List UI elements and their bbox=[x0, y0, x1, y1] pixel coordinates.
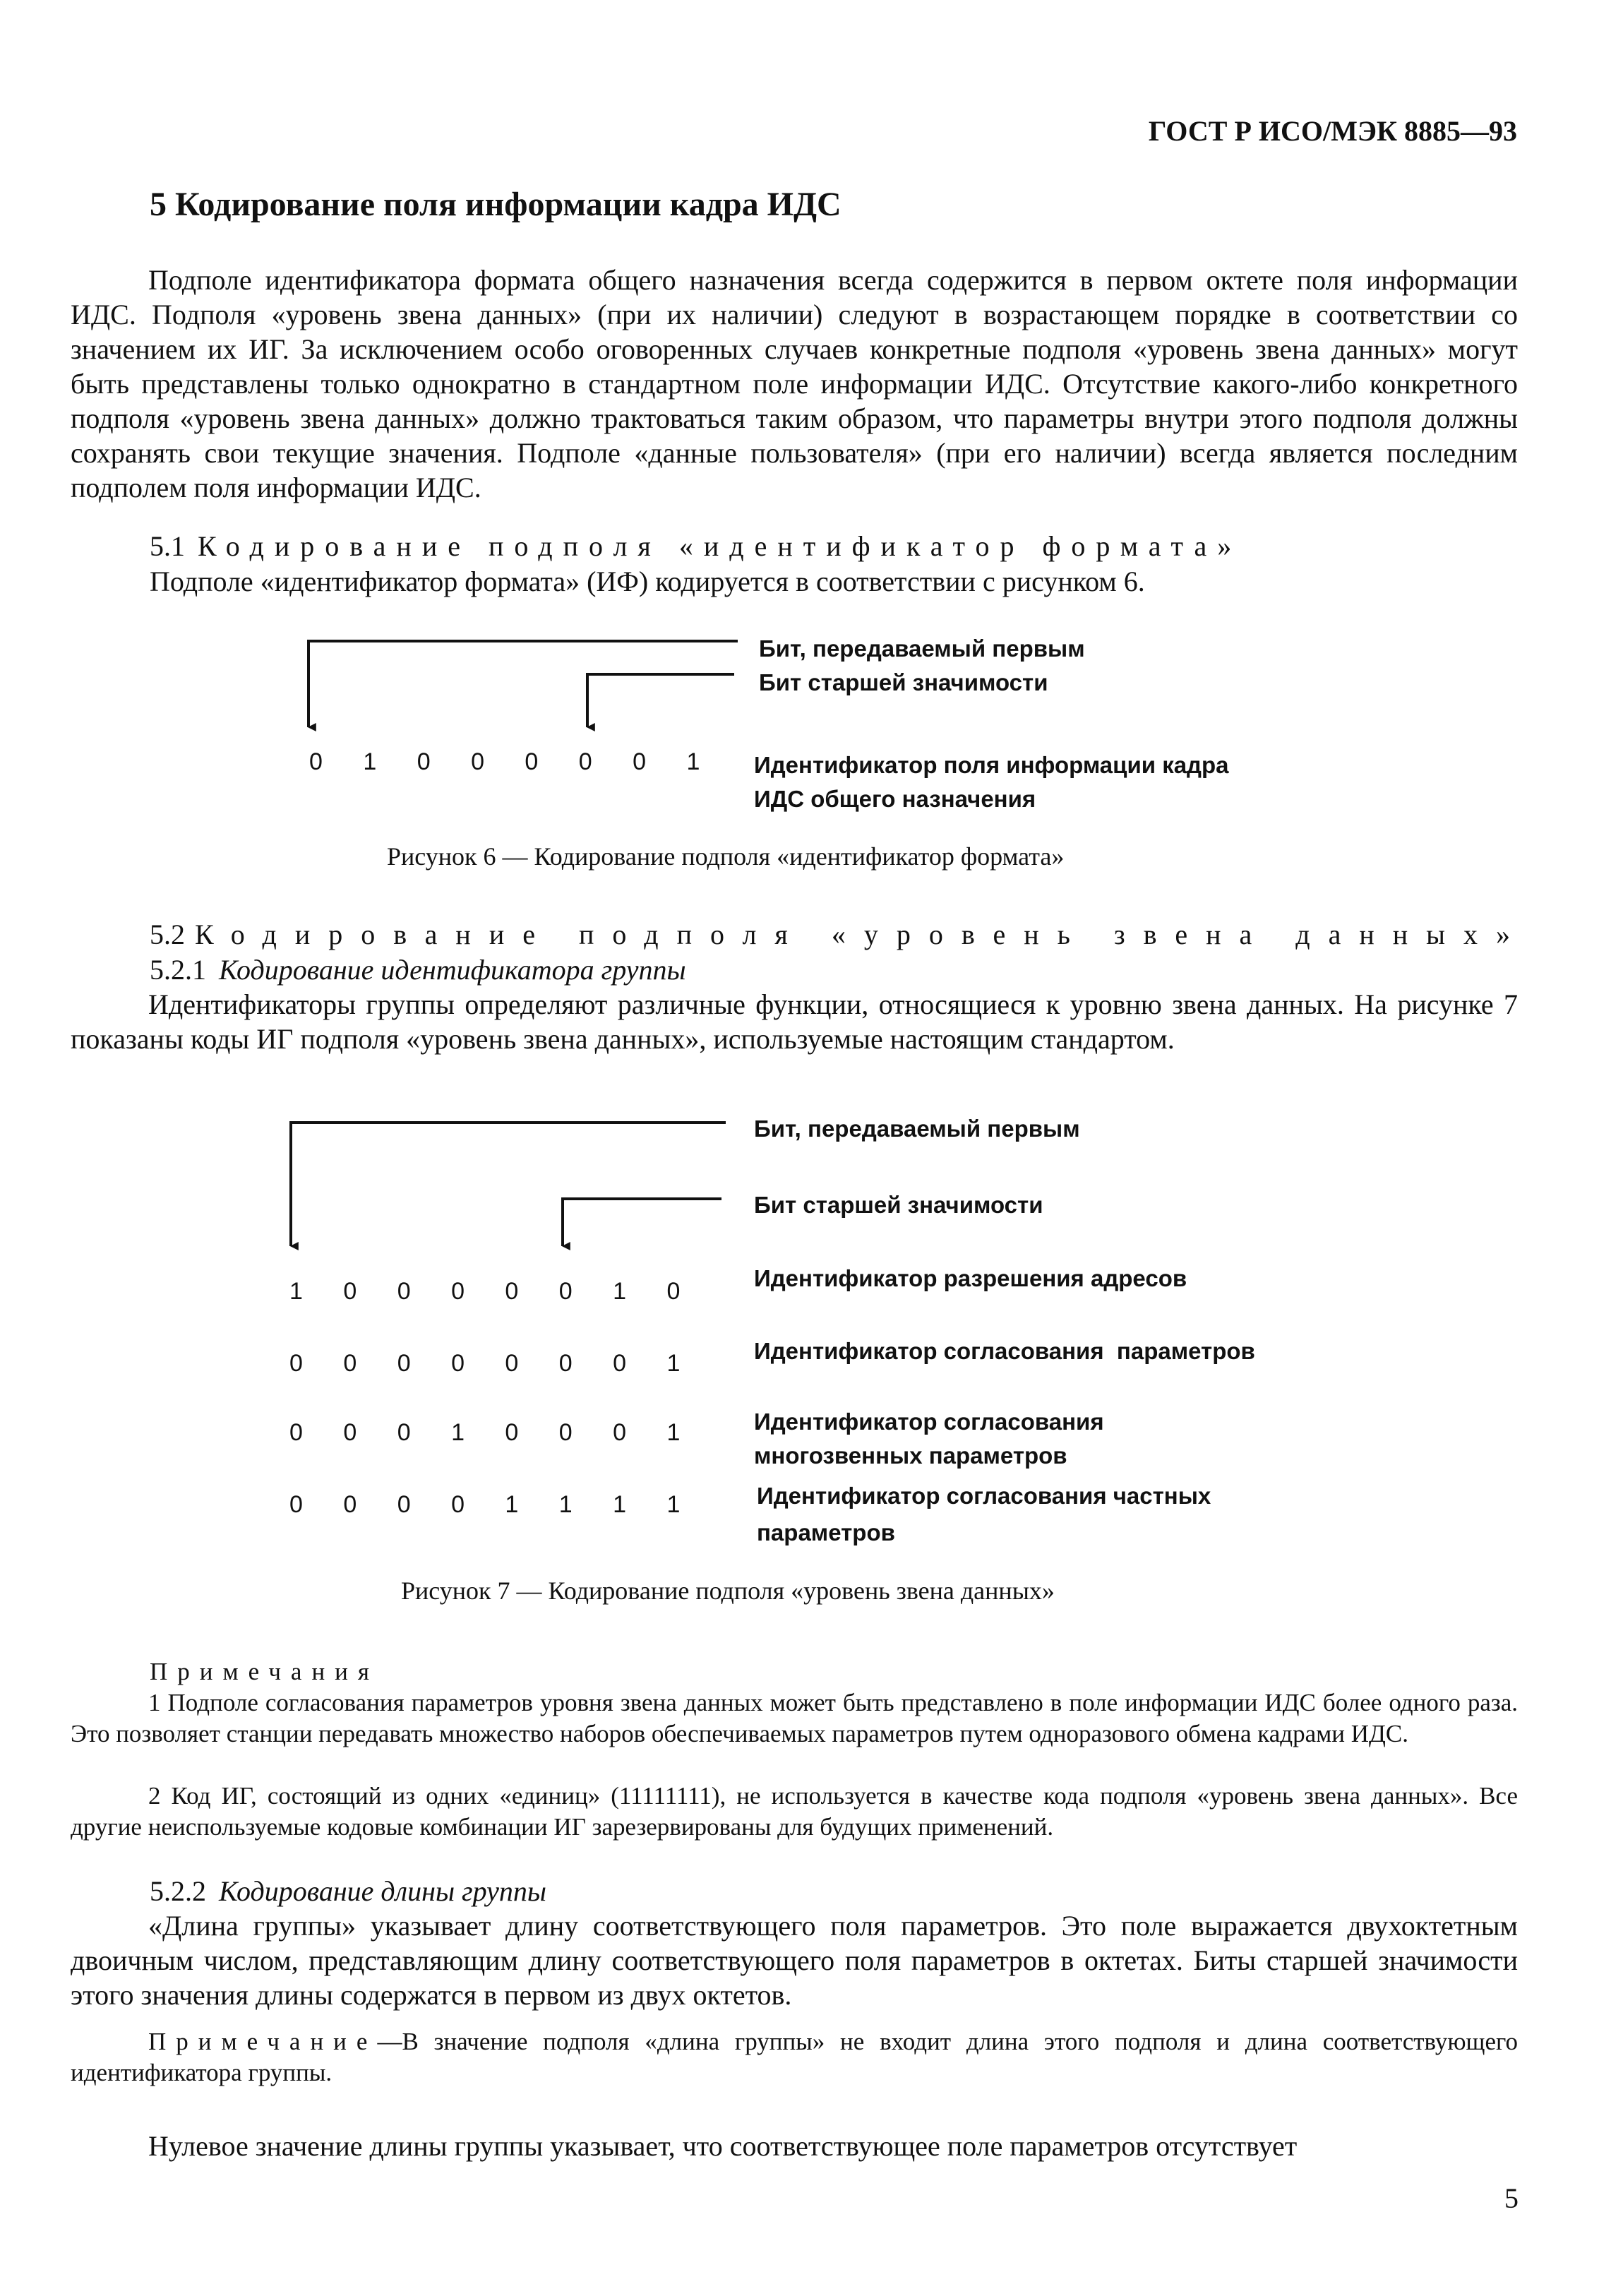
figure-7-row-2-desc: Идентификатор согласования параметров bbox=[754, 1338, 1255, 1364]
note-2: 2 Код ИГ, состоящий из одних «единиц» (11111111), не используется в качестве кода подполя «уровень звена данных». Все другие неиспользуемые кодовые комбинации ИГ зарезервированы для будущих применений. bbox=[71, 1782, 1518, 1841]
section-5-title: 5 Кодирование поля информации кадра ИДС bbox=[150, 186, 842, 223]
figure-7-row-2-bits: 0 0 0 0 0 0 0 1 bbox=[289, 1350, 697, 1377]
section-5-2-1-title: Кодирование идентификатора группы bbox=[219, 954, 686, 986]
note-1: 1 Подполе согласования параметров уровня звена данных может быть представлено в поле информации ИДС более одного раза. Это позволяет станции передавать множество наборов обеспечиваемых параметров путем одноразового обмена кадрами ИДС. bbox=[71, 1689, 1518, 1747]
section-5-2-1-text: Идентификаторы группы определяют различные функции, относящиеся к уровню звена данных. На рисунке 7 показаны коды ИГ подполя «уровень звена данных», используемые настоящим стандартом. bbox=[71, 988, 1518, 1055]
figure-7-first-bit-arrow bbox=[291, 1123, 726, 1246]
section-5-2-title: Кодирование подполя «уровень звена данных» bbox=[195, 919, 1529, 950]
figure-6-description-line1: Идентификатор поля информации кадра bbox=[754, 752, 1229, 778]
figure-7-row-1-bits: 1 0 0 0 0 0 1 0 bbox=[289, 1278, 697, 1305]
section-5-1-text: Подполе «идентификатор формата» (ИФ) кодируется в соответствии с рисунком 6. bbox=[150, 566, 1145, 597]
notes-heading: Примечания bbox=[150, 1658, 380, 1685]
figure-6-msb-arrow bbox=[587, 674, 734, 727]
figure-7-first-bit-label: Бит, передаваемый первым bbox=[754, 1116, 1080, 1142]
figure-7-row-1-desc: Идентификатор разрешения адресов bbox=[754, 1265, 1187, 1291]
section-5-2-number: 5.2 bbox=[150, 919, 185, 950]
figure-7-msb-label: Бит старшей значимости bbox=[754, 1192, 1043, 1218]
section-5-1-number: 5.1 bbox=[150, 530, 185, 562]
note-single bbox=[71, 2026, 1518, 2088]
section-5-2-2-text: «Длина группы» указывает длину соответствующего поля параметров. Это поле выражается двухоктетным двоичным числом, представляющим длину соответствующего поля параметров в октетах. Биты старшей значимости этого значения длины содержатся в первом из двух октетов. bbox=[71, 1910, 1518, 2011]
note-single-dash: — bbox=[377, 2028, 402, 2055]
section-5-paragraph: Подполе идентификатора формата общего назначения всегда содержится в первом октете поля информации ИДС. Подполя «уровень звена данных» (при их наличии) следуют в возрастающем порядке в соответствии со значением их ИГ. За исключением особо оговоренных случаев конкретные подполя «уровень звена данных» могут быть представлены только однократно в стандартном поле информации ИДС. Отсутствие какого-либо конкретного подполя «уровень звена данных» должно трактоваться таким образом, что параметры внутри этого подполя должны сохранять свои текущие значения. Подполе «данные пользователя» (при его наличии) всегда является последним подполем поля информации ИДС. bbox=[71, 264, 1518, 503]
figure-7-row-4-bits: 0 0 0 0 1 1 1 1 bbox=[289, 1491, 697, 1518]
section-5-2-2-number: 5.2.2 bbox=[150, 1875, 206, 1907]
section-5-2-1-number: 5.2.1 bbox=[150, 954, 206, 986]
figure-7-row-3-bits: 0 0 0 1 0 0 0 1 bbox=[289, 1419, 697, 1446]
figure-6-first-bit-label: Бит, передаваемый первым bbox=[759, 635, 1085, 662]
figure-7-msb-arrow bbox=[563, 1199, 721, 1246]
note-single-text: В значение подполя «длина группы» не входит длина этого подполя и длина соответствующего идентификатора группы. bbox=[71, 2028, 1518, 2086]
section-5-2-2-title: Кодирование длины группы bbox=[219, 1875, 546, 1907]
figure-6-description-line2: ИДС общего назначения bbox=[754, 786, 1036, 812]
page-number: 5 bbox=[1504, 2182, 1519, 2214]
figure-7-row-3-desc-line1: Идентификатор согласования bbox=[754, 1409, 1104, 1435]
figure-7-row-3-desc-line2: многозвенных параметров bbox=[754, 1442, 1067, 1469]
section-5-1-title: Кодирование подполя «идентификатор формата» bbox=[198, 530, 1242, 562]
figure-6-bits: 0 1 0 0 0 0 0 1 bbox=[309, 748, 717, 775]
section-5-2-2-heading bbox=[150, 1875, 546, 1908]
figure-7-row-4-desc-line1: Идентификатор согласования частных bbox=[757, 1483, 1211, 1509]
last-paragraph: Нулевое значение длины группы указывает, что соответствующее поле параметров отсутствует bbox=[148, 2130, 1298, 2162]
section-5-2-heading bbox=[150, 918, 1528, 951]
figure-6-first-bit-arrow bbox=[309, 641, 738, 727]
section-5-2-1-heading bbox=[150, 953, 686, 986]
figure-7-row-4-desc-line2: параметров bbox=[757, 1519, 895, 1545]
figure-6-msb-label: Бит старшей значимости bbox=[759, 669, 1048, 695]
standard-header: ГОСТ Р ИСО/МЭК 8885—93 bbox=[1148, 115, 1517, 147]
figure-7-caption: Рисунок 7 — Кодирование подполя «уровень звена данных» bbox=[401, 1577, 1055, 1605]
figure-6-caption: Рисунок 6 — Кодирование подполя «идентификатор формата» bbox=[387, 842, 1065, 871]
note-single-heading: Примечание bbox=[148, 2028, 378, 2055]
